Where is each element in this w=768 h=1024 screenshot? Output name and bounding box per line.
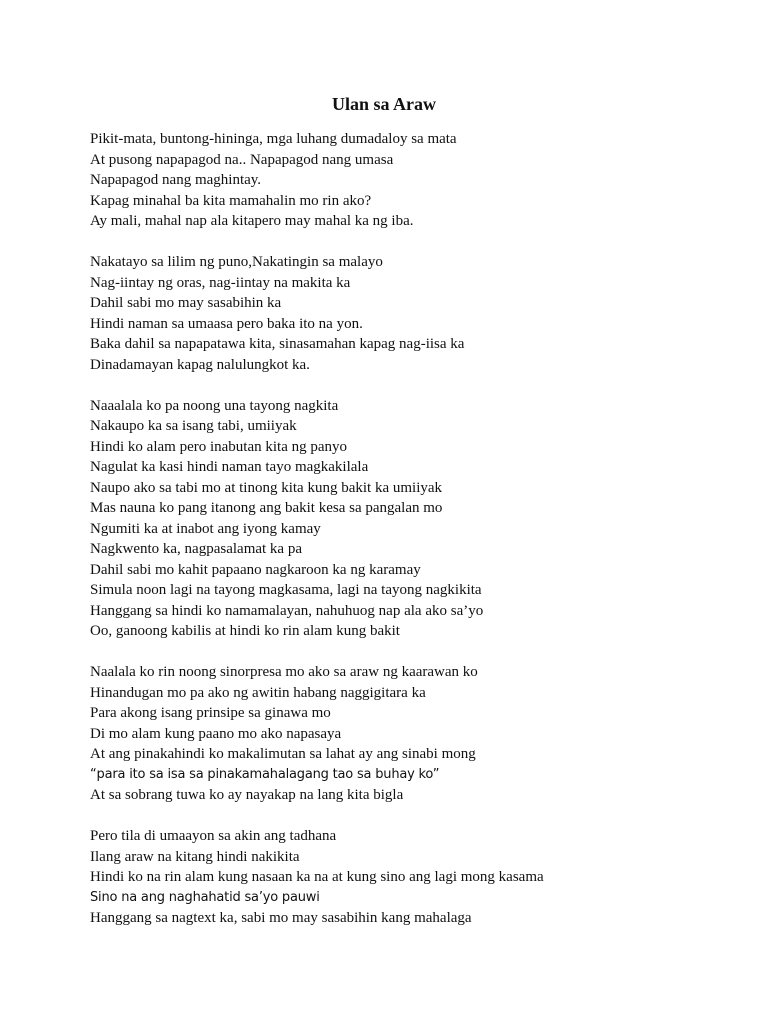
poem-line: At pusong napapagod na.. Napapagod nang umasa (90, 151, 394, 168)
poem-line: “para ito sa isa sa pinakamahalagang tao sa buhay ko” (90, 766, 440, 782)
poem-line: Napapagod nang maghintay. (90, 172, 262, 188)
poem-line: Ilang araw na kitang hindi nakikita (90, 848, 300, 865)
poem-line: Ay mali, mahal nap ala kitapero may mahal ka ng iba. (90, 213, 414, 229)
poem-line: At sa sobrang tuwa ko ay nayakap na lang kita bigla (90, 787, 404, 803)
poem-line: Nakatayo sa lilim ng puno,Nakatingin sa malayo (90, 254, 383, 270)
poem-line: Nagulat ka kasi hindi naman tayo magkakilala (90, 459, 369, 475)
stanza-5 (90, 826, 730, 929)
poem-line: Naupo ako sa tabi mo at tinong kita kung bakit ka umiiyak (90, 479, 443, 496)
poem-body (90, 129, 730, 949)
stanza-3 (90, 396, 730, 642)
poem-line: Di mo alam kung paano mo ako napasaya (90, 725, 342, 742)
poem-line: Naalala ko rin noong sinorpresa mo ako sa araw ng kaarawan ko (90, 664, 478, 680)
poem-line: Dahil sabi mo kahit papaano nagkaroon ka ng karamay (90, 561, 421, 578)
poem-line: Pikit-mata, buntong-hininga, mga luhang dumadaloy sa mata (90, 131, 457, 147)
poem-line: Hindi naman sa umaasa pero baka ito na yon. (90, 315, 363, 332)
poem-line: Pero tila di umaayon sa akin ang tadhana (90, 828, 337, 844)
poem-line: Ngumiti ka at inabot ang iyong kamay (90, 520, 321, 537)
poem-line: Nag-iintay ng oras, nag-iintay na makita ka (90, 274, 351, 291)
poem-line: Hinandugan mo pa ako ng awitin habang naggigitara ka (90, 684, 426, 701)
poem-line: Kapag minahal ba kita mamahalin mo rin ako? (90, 192, 372, 209)
stanza-2 (90, 252, 730, 375)
poem-line: Para akong isang prinsipe sa ginawa mo (90, 705, 331, 721)
poem-line: At ang pinakahindi ko makalimutan sa lahat ay ang sinabi mong (90, 746, 476, 762)
poem-line: Baka dahil sa napapatawa kita, sinasamahan kapag nag-iisa ka (90, 336, 465, 352)
poem-line: Naaalala ko pa noong una tayong nagkita (90, 397, 339, 414)
poem-line: Oo, ganoong kabilis at hindi ko rin alam kung bakit (90, 623, 400, 639)
stanza-4 (90, 662, 730, 806)
poem-line: Sino na ang naghahatid sa’yo pauwi (90, 889, 320, 905)
poem-line: Hindi ko na rin alam kung nasaan ka na at kung sino ang lagi mong kasama (90, 869, 544, 885)
poem-line: Hanggang sa hindi ko namamalayan, nahuhuog nap ala ako sa’yo (90, 602, 484, 619)
poem-line: Nakaupo ka sa isang tabi, umiiyak (90, 418, 297, 434)
poem-line: Hanggang sa nagtext ka, sabi mo may sasabihin kang mahalaga (90, 910, 472, 926)
poem-line: Nagkwento ka, nagpasalamat ka pa (90, 541, 302, 557)
poem-line: Simula noon lagi na tayong magkasama, lagi na tayong nagkikita (90, 582, 482, 598)
poem-line: Mas nauna ko pang itanong ang bakit kesa sa pangalan mo (90, 500, 443, 516)
poem-line: Dinadamayan kapag nalulungkot ka. (90, 356, 310, 373)
poem-line: Hindi ko alam pero inabutan kita ng panyo (90, 438, 348, 455)
poem-title: Ulan sa Araw (331, 94, 436, 114)
poem-line: Dahil sabi mo may sasabihin ka (90, 295, 282, 311)
stanza-1 (90, 129, 730, 232)
